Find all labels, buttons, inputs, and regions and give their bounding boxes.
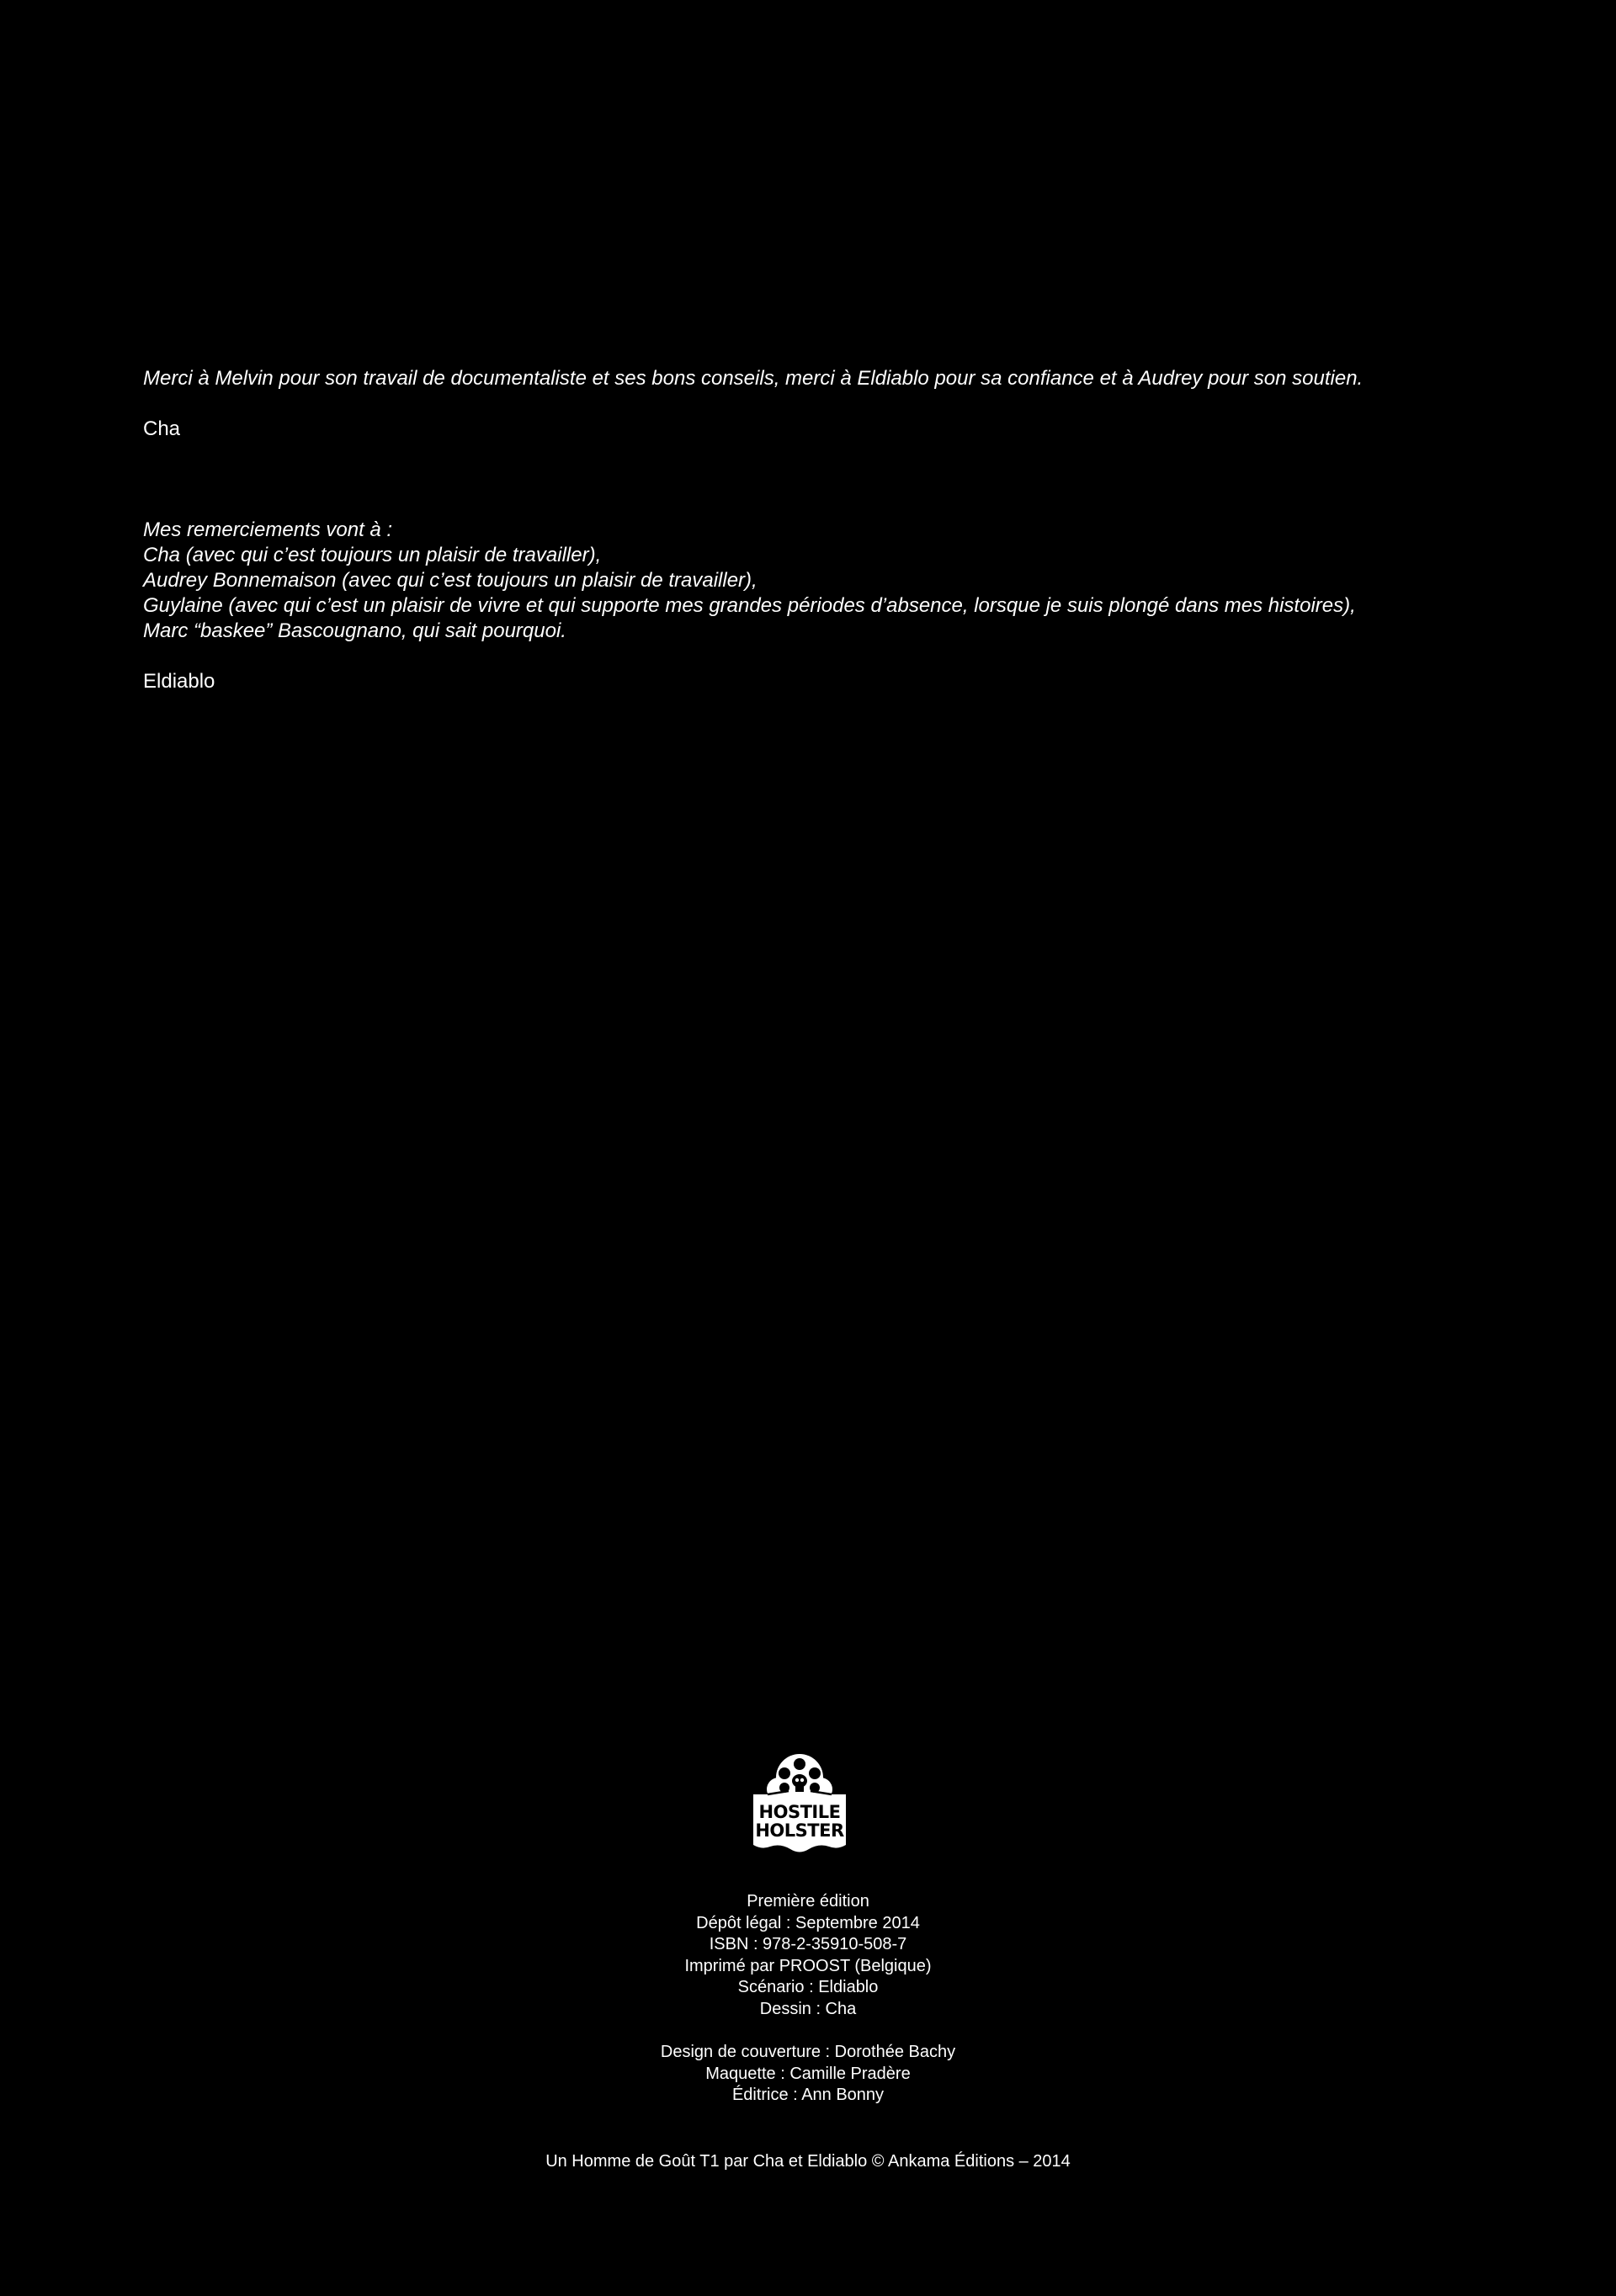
hostile-holster-logo bbox=[745, 1751, 854, 1864]
acknowledgment-line: Audrey Bonnemaison (avec qui c’est toujours un plaisir de travailler), bbox=[143, 569, 758, 592]
acknowledgment-eldiablo bbox=[143, 518, 1507, 644]
acknowledgment-line: Mes remerciements vont à : bbox=[143, 518, 393, 541]
acknowledgment-line: Cha (avec qui c’est toujours un plaisir de travailler), bbox=[143, 544, 602, 566]
isbn: ISBN : 978-2-35910-508-7 bbox=[709, 1935, 907, 1954]
acknowledgment-line: Marc “baskee” Bascougnano, qui sait pourquoi. bbox=[143, 619, 566, 642]
colophon bbox=[471, 1891, 1145, 2107]
copyright-line: Un Homme de Goût T1 par Cha et Eldiablo © Ankama Éditions – 2014 bbox=[545, 2152, 1071, 2171]
cover-design-credit: Design de couverture : Dorothée Bachy bbox=[660, 2043, 956, 2062]
spacer bbox=[471, 2021, 1145, 2043]
acknowledgment-line: Guylaine (avec qui c’est un plaisir de vivre et qui supporte mes grandes périodes d’absence, lorsque je suis plongé dans mes histoires), bbox=[143, 594, 1356, 617]
layout-credit: Maquette : Camille Pradère bbox=[705, 2064, 911, 2083]
signature-cha: Cha bbox=[143, 417, 181, 440]
acknowledgment-cha: Merci à Melvin pour son travail de documentaliste et ses bons conseils, merci à Eldiablo pour sa confiance et à Audrey pour son soutien. bbox=[143, 367, 1364, 390]
legal-deposit: Dépôt légal : Septembre 2014 bbox=[696, 1913, 920, 1932]
edition: Première édition bbox=[747, 1892, 869, 1911]
editor-credit: Éditrice : Ann Bonny bbox=[731, 2086, 885, 2105]
scenario-credit: Scénario : Eldiablo bbox=[737, 1978, 879, 1997]
drawing-credit: Dessin : Cha bbox=[759, 1999, 857, 2018]
logo-word-hostile: HOSTILE bbox=[758, 1802, 841, 1822]
printer: Imprimé par PROOST (Belgique) bbox=[684, 1956, 932, 1975]
signature-eldiablo: Eldiablo bbox=[143, 670, 215, 693]
logo-word-holster: HOLSTER bbox=[755, 1820, 844, 1841]
